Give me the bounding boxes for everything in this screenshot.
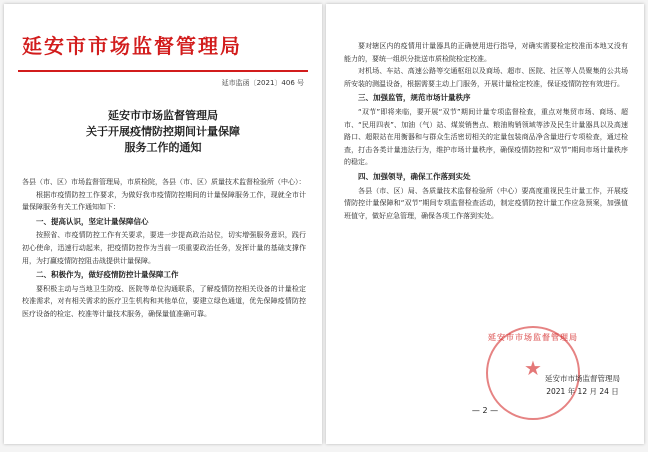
notice-title (4, 108, 322, 156)
paragraph: 要对辖区内的疫情用计量器具的正确使用进行指导，对确实需要检定校准而本地又没有能力的，要统一组织分批送市质检院检定校准。 (344, 42, 628, 63)
right-body-text (344, 40, 628, 222)
signature-block (545, 372, 620, 398)
section-heading: 三、加强监管，规范市场计量秩序 (358, 93, 471, 103)
signature-date: 2021 年 12 月 24 日 (546, 387, 619, 396)
section-paragraph: 各县（市、区）局、各质量技术监督检验所（中心）要高度重视民生计量工作，开展疫情防控计量保障和“双节”期间专项监督检查活动，制定疫情防控计量工作应急预案，加强值班值守，做好应急管理，确保各项工作落到实处。 (344, 186, 628, 220)
section-heading: 四、加强领导，确保工作落到实处 (358, 171, 471, 181)
intro-paragraph: 根据市疫情防控工作要求，为做好我市疫情防控期间的计量保障服务工作，现就全市计量保障服务有关工作通知如下： (22, 190, 306, 212)
section-heading: 一、提高认识，坚定计量保障信心 (36, 216, 149, 226)
document-page-2 (326, 4, 644, 444)
section-paragraph: 要积极主动与当地卫生防疫、医院等单位沟通联系，了解疫情防控相关设备的计量检定校准需求，对有相关需求的医疗卫生机构和其他单位，要建立绿色通道，优先保障疫情防控医疗设备的检定、校准等计量技术服务，确保量值准确可靠。 (22, 284, 306, 318)
org-header-title: 延安市市场监督管理局 (22, 34, 242, 58)
star-icon: ★ (524, 356, 542, 380)
page-number: — 2 — (471, 406, 499, 415)
paragraph: 对机场、车站、高速公路等交通枢纽以及商场、超市、医院、社区等人员聚集的公共场所安装的测温设备，根据需要主动上门服务，开展计量检定校准，保证疫情防控有效进行。 (344, 67, 628, 88)
notice-title-line: 延安市市场监督管理局 (108, 109, 218, 122)
section-heading: 二、积极作为，做好疫情防控计量保障工作 (36, 270, 179, 280)
notice-title-line: 关于开展疫情防控期间计量保障 (86, 125, 240, 138)
salutation: 各县（市、区）市场监督管理局，市质检院，各县（市、区）质量技术监督检验所（中心）： (22, 178, 306, 186)
section-paragraph: 按照省、市疫情防控工作有关要求，要进一步提高政治站位，切实增强服务意识，践行初心使命，迅速行动起来，把疫情防控作为当前一项重要政治任务，发挥计量的基础支撑作用，为打赢疫情防控阻击战提供计量保障。 (22, 231, 306, 265)
notice-title-line: 服务工作的通知 (124, 141, 202, 154)
left-body-text (22, 176, 306, 321)
section-paragraph: “双节”即将来临，要开展“双节”期间计量专项监督检查，重点对集贸市场、商场、超市、“民用四表”、加油（气）站、煤炭销售点、粮油购销领域等涉及民生计量器具以及高速路口、超限站在用衡器和与群众生活密切相关的定量包装商品净含量进行专项检查，通过检查，打击各类计量违法行为，维护市场计量秩序，确保疫情防控和“双节”期间市场计量秩序的稳定。 (344, 107, 628, 167)
red-divider-line (18, 70, 308, 72)
seal-text: 延安市市场监督管理局 (488, 333, 578, 342)
document-number: 延市监函〔2021〕406 号 (221, 79, 304, 87)
document-page-1 (4, 4, 322, 444)
signature-org: 延安市市场监督管理局 (545, 374, 620, 383)
